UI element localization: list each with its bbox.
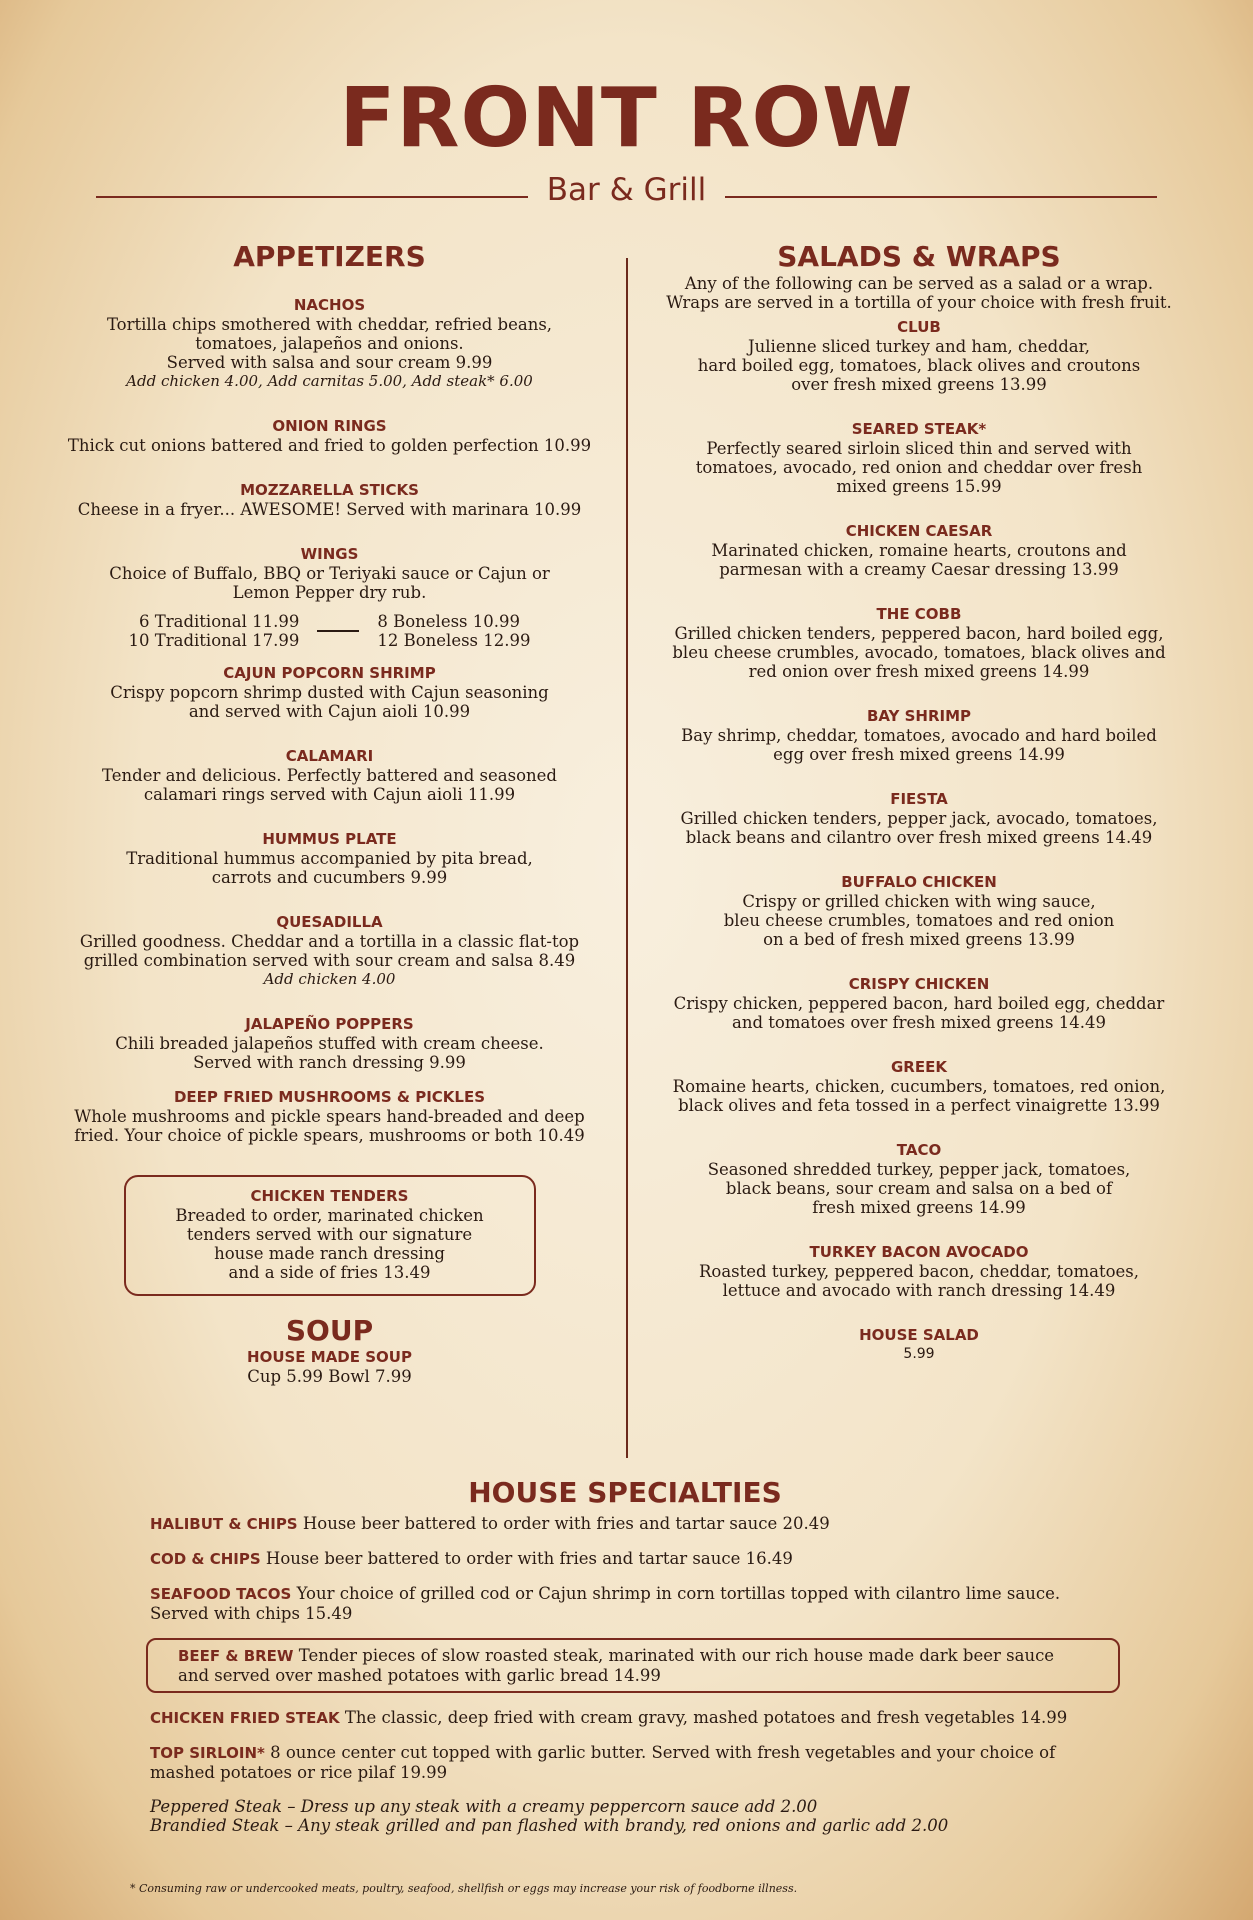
item-name: CLUB bbox=[897, 318, 941, 336]
steak-addons bbox=[150, 1797, 1100, 1835]
menu-item-house-salad bbox=[654, 1326, 1184, 1364]
menu-item-buffalo-chicken bbox=[654, 873, 1184, 949]
item-name: CAJUN POPCORN SHRIMP bbox=[223, 664, 436, 682]
menu-item-fiesta bbox=[654, 790, 1184, 847]
menu-item-nachos bbox=[52, 296, 607, 391]
column-divider bbox=[626, 258, 628, 1458]
restaurant-subtitle: Bar & Grill bbox=[546, 172, 707, 208]
menu-item-calamari bbox=[52, 747, 607, 804]
item-description: House beer battered to order with fries and tartar sauce 16.49 bbox=[260, 1549, 793, 1568]
item-description: Crispy popcorn shrimp dusted with Cajun seasoning and served with Cajun aioli 10.99 bbox=[110, 683, 549, 721]
item-name: THE COBB bbox=[876, 605, 962, 623]
menu-item-halibut-chips bbox=[150, 1514, 1100, 1534]
item-description: Thick cut onions battered and fried to golden perfection 10.99 bbox=[67, 436, 592, 455]
item-name: HOUSE MADE SOUP bbox=[247, 1348, 412, 1366]
item-description: 8 ounce center cut topped with garlic butter. Served with fresh vegetables and your choice of mashed potatoes or rice pilaf 19.99 bbox=[150, 1743, 1056, 1782]
item-note: Add chicken 4.00, Add carnitas 5.00, Add steak* 6.00 bbox=[126, 372, 533, 390]
item-note: Add chicken 4.00 bbox=[263, 970, 396, 988]
item-name: WINGS bbox=[300, 545, 359, 563]
item-description: The classic, deep fried with cream gravy, mashed potatoes and fresh vegetables 14.99 bbox=[339, 1708, 1068, 1727]
item-name: DEEP FRIED MUSHROOMS & PICKLES bbox=[173, 1088, 486, 1106]
item-name: MOZZARELLA STICKS bbox=[240, 481, 419, 499]
item-description: Chili breaded jalapeños stuffed with cream cheese. Served with ranch dressing 9.99 bbox=[115, 1034, 544, 1072]
item-description: Tender pieces of slow roasted steak, marinated with our rich house made dark beer sauce and served over mashed potatoes with garlic bread 14.99 bbox=[178, 1646, 1055, 1685]
item-description: Grilled chicken tenders, peppered bacon, hard boiled egg, bleu cheese crumbles, avocado, tomatoes, black olives and red onion over fresh mixed greens 14.99 bbox=[672, 624, 1166, 681]
item-name: CHICKEN TENDERS bbox=[250, 1187, 409, 1205]
item-name: TACO bbox=[896, 1141, 942, 1159]
item-name: HOUSE SALAD bbox=[859, 1326, 979, 1344]
item-description: Choice of Buffalo, BBQ or Teriyaki sauce or Cajun or Lemon Pepper dry rub. bbox=[109, 564, 550, 602]
menu-item-crispy-chicken bbox=[654, 975, 1184, 1032]
item-name: FIESTA bbox=[890, 790, 948, 808]
wings-option: 6 Traditional 11.99 bbox=[138, 612, 300, 631]
item-name: JALAPEÑO POPPERS bbox=[245, 1015, 414, 1033]
item-name: TOP SIRLOIN* bbox=[150, 1744, 265, 1762]
item-description: Cheese in a fryer... AWESOME! Served with marinara 10.99 bbox=[77, 500, 582, 519]
specialties-heading: HOUSE SPECIALTIES bbox=[468, 1476, 782, 1509]
menu-item-quesadilla bbox=[52, 913, 607, 989]
item-description: Grilled chicken tenders, pepper jack, avocado, tomatoes, black beans and cilantro over fresh mixed greens 14.49 bbox=[680, 809, 1158, 847]
item-name: CHICKEN CAESAR bbox=[845, 522, 993, 540]
wings-boneless bbox=[377, 612, 530, 650]
item-description: House beer battered to order with fries and tartar sauce 20.49 bbox=[297, 1514, 830, 1533]
item-name: HUMMUS PLATE bbox=[262, 830, 397, 848]
menu-item-turkey-bacon-avocado bbox=[654, 1243, 1184, 1300]
item-name: COD & CHIPS bbox=[150, 1550, 261, 1568]
featured-beef-brew-box bbox=[146, 1638, 1120, 1693]
item-description: Tender and delicious. Perfectly battered and seasoned calamari rings served with Cajun aioli 11.99 bbox=[102, 766, 557, 804]
item-name: GREEK bbox=[891, 1058, 947, 1076]
item-name: BUFFALO CHICKEN bbox=[841, 873, 997, 891]
menu-item-greek bbox=[654, 1058, 1184, 1115]
salads-column bbox=[654, 240, 1184, 1390]
appetizers-heading: APPETIZERS bbox=[233, 240, 426, 273]
item-name: SEARED STEAK* bbox=[851, 420, 987, 438]
foodborne-disclaimer: * Consuming raw or undercooked meats, poultry, seafood, shellfish or eggs may increase your risk of foodborne illness. bbox=[130, 1882, 798, 1895]
menu-item-mushrooms-pickles bbox=[52, 1088, 607, 1145]
item-name: CALAMARI bbox=[285, 747, 374, 765]
salads-heading: SALADS & WRAPS bbox=[777, 240, 1061, 273]
item-description: Breaded to order, marinated chicken tenders served with our signature house made ranch dressing and a side of fries 13.49 bbox=[175, 1206, 484, 1282]
wings-option: 10 Traditional 17.99 bbox=[128, 631, 300, 650]
item-description: Perfectly seared sirloin sliced thin and served with tomatoes, avocado, red onion and cheddar over fresh mixed greens 15.99 bbox=[695, 439, 1143, 496]
item-name: ONION RINGS bbox=[272, 417, 387, 435]
wings-separator bbox=[317, 630, 359, 632]
menu-item-house-soup bbox=[52, 1348, 607, 1386]
restaurant-title: FRONT ROW bbox=[339, 71, 914, 166]
item-description: Roasted turkey, peppered bacon, cheddar, tomatoes, lettuce and avocado with ranch dressing 14.49 bbox=[698, 1262, 1139, 1300]
menu-item-seafood-tacos bbox=[150, 1584, 1100, 1623]
wings-option: 12 Boneless 12.99 bbox=[377, 631, 531, 650]
addon-brandied-steak: Brandied Steak – Any steak grilled and pan flashed with brandy, red onions and garlic add 2.00 bbox=[150, 1816, 949, 1835]
item-description: Crispy chicken, peppered bacon, hard boiled egg, cheddar and tomatoes over fresh mixed greens 14.49 bbox=[673, 994, 1165, 1032]
item-name: CRISPY CHICKEN bbox=[848, 975, 990, 993]
subtitle-line bbox=[96, 172, 1157, 212]
item-price: 5.99 bbox=[903, 1346, 935, 1362]
menu-item-club bbox=[654, 318, 1184, 394]
item-description: Traditional hummus accompanied by pita bread, carrots and cucumbers 9.99 bbox=[126, 849, 533, 887]
menu-item-wings bbox=[52, 545, 607, 650]
item-description: Bay shrimp, cheddar, tomatoes, avocado and hard boiled egg over fresh mixed greens 14.99 bbox=[681, 726, 1157, 764]
item-name: HALIBUT & CHIPS bbox=[150, 1515, 298, 1533]
menu-item-chicken-caesar bbox=[654, 522, 1184, 579]
item-description: Seasoned shredded turkey, pepper jack, tomatoes, black beans, sour cream and salsa on a bed of fresh mixed greens 14.99 bbox=[707, 1160, 1131, 1217]
addon-peppered-steak: Peppered Steak – Dress up any steak with a creamy peppercorn sauce add 2.00 bbox=[150, 1797, 818, 1816]
wings-option: 8 Boneless 10.99 bbox=[377, 612, 521, 631]
menu-item-onion-rings bbox=[52, 417, 607, 455]
menu-item-jalapeno-poppers bbox=[52, 1015, 607, 1072]
item-name: NACHOS bbox=[293, 296, 366, 314]
appetizers-column bbox=[52, 240, 607, 1412]
item-name: TURKEY BACON AVOCADO bbox=[809, 1243, 1029, 1261]
item-description: Grilled goodness. Cheddar and a tortilla in a classic flat-top grilled combination served with sour cream and salsa 8.49 bbox=[79, 932, 580, 970]
item-description: Whole mushrooms and pickle spears hand-breaded and deep fried. Your choice of pickle spears, mushrooms or both 10.49 bbox=[74, 1107, 585, 1145]
menu-item-the-cobb bbox=[654, 605, 1184, 681]
menu-item-seared-steak bbox=[654, 420, 1184, 496]
item-name: QUESADILLA bbox=[276, 913, 383, 931]
item-description: Crispy or grilled chicken with wing sauce, bleu cheese crumbles, tomatoes and red onion on a bed of fresh mixed greens 13.99 bbox=[723, 892, 1115, 949]
wings-traditional bbox=[128, 612, 299, 650]
salads-intro: Any of the following can be served as a salad or a wrap. Wraps are served in a tortilla of your choice with fresh fruit. bbox=[666, 274, 1172, 312]
right-rule bbox=[725, 196, 1157, 198]
item-description: Tortilla chips smothered with cheddar, refried beans, tomatoes, jalapeños and onions. Served with salsa and sour cream 9.99 bbox=[106, 315, 553, 372]
item-price: Cup 5.99 Bowl 7.99 bbox=[247, 1367, 412, 1386]
item-name: BAY SHRIMP bbox=[866, 707, 972, 725]
item-description: Your choice of grilled cod or Cajun shrimp in corn tortillas topped with cilantro lime sauce. Served with chips 15.49 bbox=[150, 1584, 1061, 1623]
menu-item-cod-chips bbox=[150, 1549, 1100, 1569]
item-description: Julienne sliced turkey and ham, cheddar, hard boiled egg, tomatoes, black olives and croutons over fresh mixed greens 13.99 bbox=[697, 337, 1141, 394]
menu-item-cajun-popcorn-shrimp bbox=[52, 664, 607, 721]
featured-chicken-tenders-box bbox=[124, 1175, 536, 1296]
soup-heading: SOUP bbox=[285, 1314, 374, 1347]
item-description: Marinated chicken, romaine hearts, croutons and parmesan with a creamy Caesar dressing 13.99 bbox=[711, 541, 1127, 579]
menu-item-taco bbox=[654, 1141, 1184, 1217]
menu-item-top-sirloin bbox=[150, 1743, 1100, 1782]
menu-item-chicken-fried-steak bbox=[150, 1708, 1100, 1728]
item-name: CHICKEN FRIED STEAK bbox=[150, 1709, 340, 1727]
item-description: Romaine hearts, chicken, cucumbers, tomatoes, red onion, black olives and feta tossed in a perfect vinaigrette 13.99 bbox=[672, 1077, 1166, 1115]
wings-options bbox=[52, 612, 607, 650]
menu-item-hummus-plate bbox=[52, 830, 607, 887]
item-name: BEEF & BREW bbox=[178, 1647, 294, 1665]
menu-item-bay-shrimp bbox=[654, 707, 1184, 764]
item-name: SEAFOOD TACOS bbox=[150, 1585, 292, 1603]
menu-item-mozzarella-sticks bbox=[52, 481, 607, 519]
house-specialties-section bbox=[150, 1476, 1100, 1835]
